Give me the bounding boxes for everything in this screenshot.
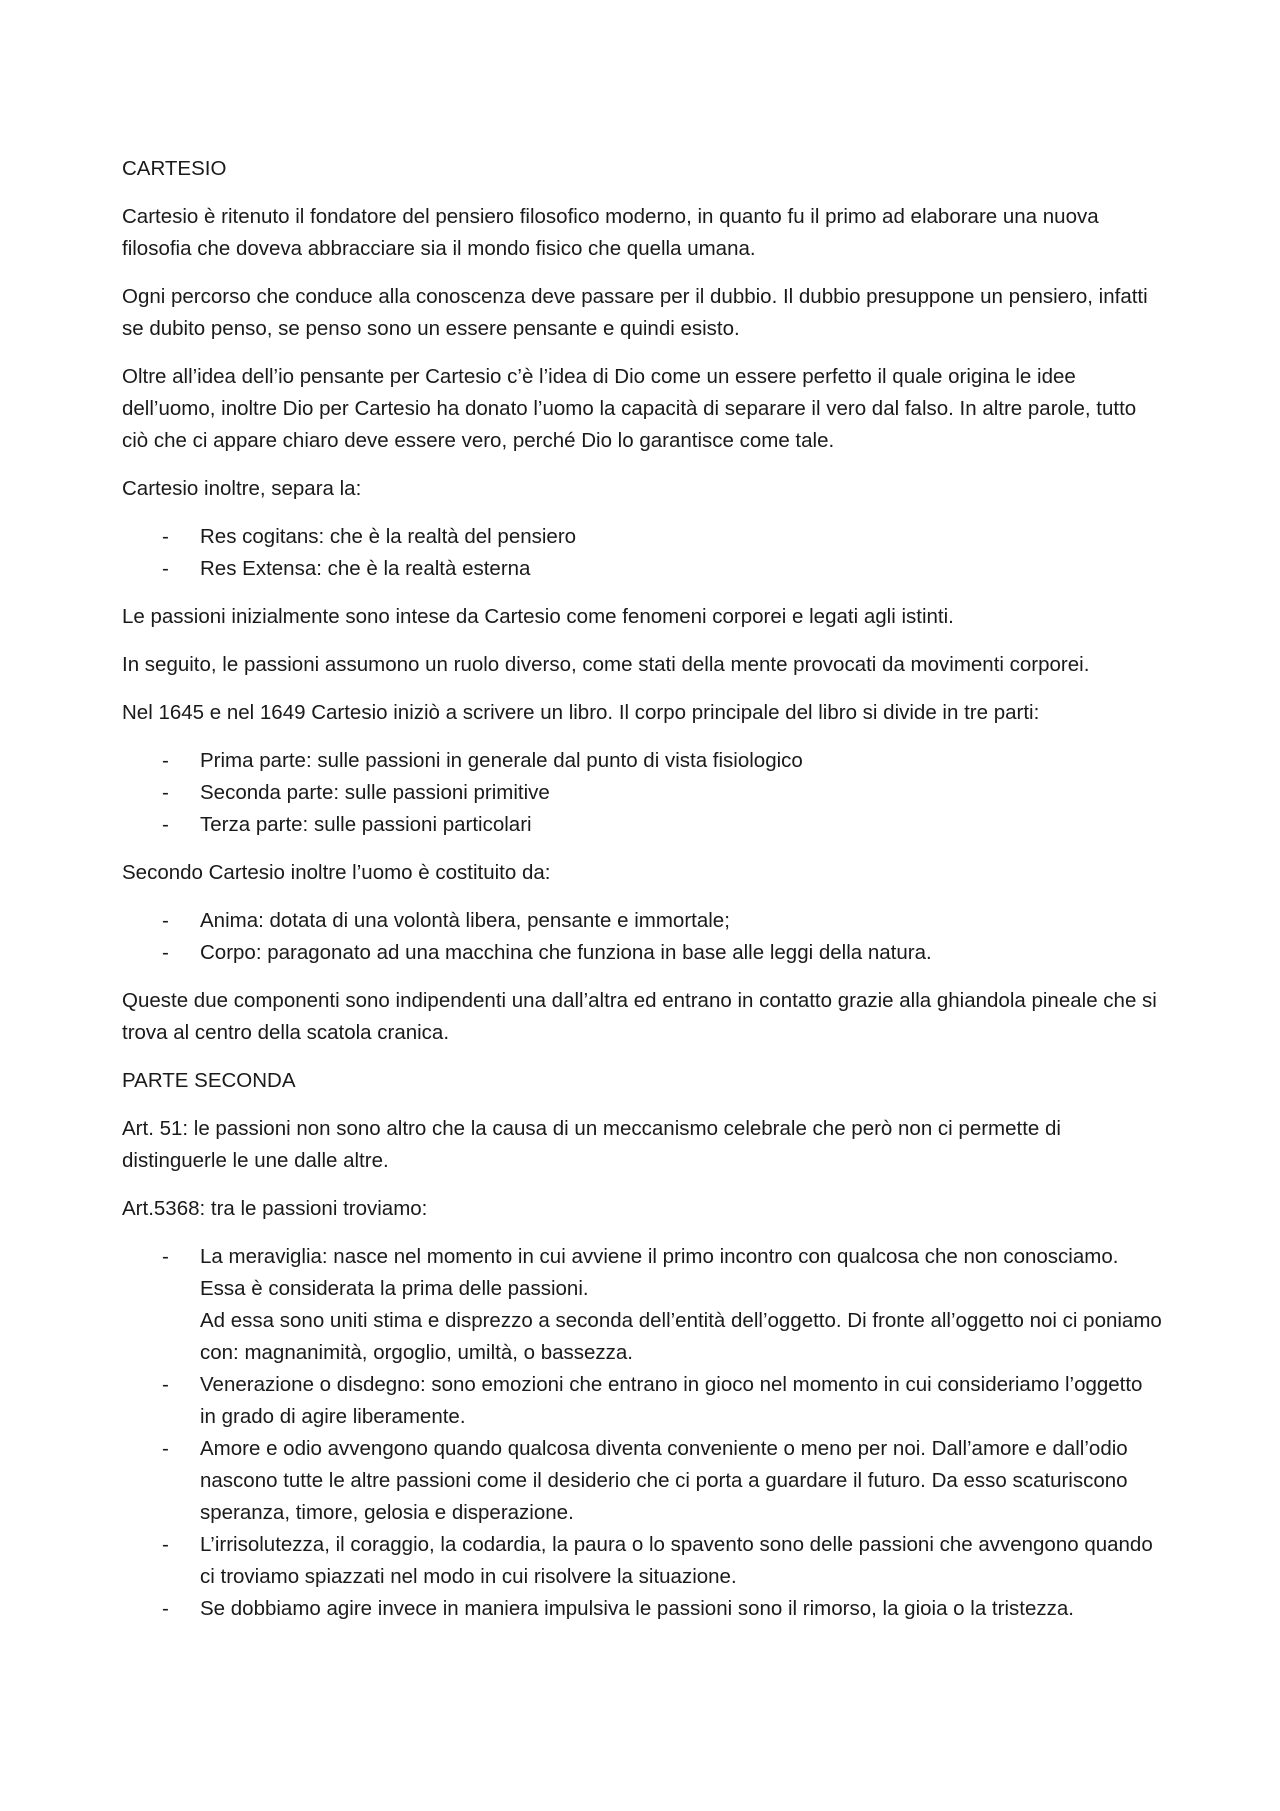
dash-bullet: - [162,557,169,580]
dash-bullet: - [162,941,169,964]
list-item [122,777,1162,809]
list-item [122,905,1162,937]
paragraph: Nel 1645 e nel 1649 Cartesio iniziò a scrivere un libro. Il corpo principale del libro si divide in tre parti: [122,701,1040,724]
list-item-text: Res Extensa: che è la realtà esterna [200,557,531,580]
list-item [122,937,1162,969]
section-title: PARTE SECONDA [122,1069,296,1092]
list-item [122,809,1162,841]
dash-bullet: - [162,749,169,772]
dash-bullet: - [162,1373,169,1396]
list-item-text: Venerazione o disdegno: sono emozioni che entrano in gioco nel momento in cui consideriamo l’oggetto in grado di agire liberamente. [200,1373,1143,1428]
list-item-text: Ad essa sono uniti stima e disprezzo a seconda dell’entità dell’oggetto. Di fronte all’oggetto noi ci poniamo con: magnanimità, orgoglio, umiltà, o bassezza. [200,1309,1162,1364]
paragraph: Secondo Cartesio inoltre l’uomo è costituito da: [122,861,551,884]
list-item [122,521,1162,553]
parts-list [122,745,1162,841]
dash-bullet: - [162,813,169,836]
paragraph: Art. 51: le passioni non sono altro che la causa di un meccanismo celebrale che però non ci permette di distinguerle le une dalle altre. [122,1117,1061,1172]
paragraph: Oltre all’idea dell’io pensante per Cartesio c’è l’idea di Dio come un essere perfetto il quale origina le idee dell’uomo, inoltre Dio per Cartesio ha donato l’uomo la capacità di separare il vero dal falso. In altre parole, tutto ciò che ci appare chiaro deve essere vero, perché Dio lo garantisce come tale. [122,365,1137,452]
paragraph: Queste due componenti sono indipendenti una dall’altra ed entrano in contatto grazie alla ghiandola pineale che si trova al centro della scatola cranica. [122,989,1157,1044]
paragraph: In seguito, le passioni assumono un ruolo diverso, come stati della mente provocati da movimenti corporei. [122,653,1090,676]
list-item [122,745,1162,777]
dash-bullet: - [162,781,169,804]
list-item [122,553,1162,585]
list-item-text: Terza parte: sulle passioni particolari [200,813,532,836]
list-item-text: Amore e odio avvengono quando qualcosa diventa conveniente o meno per noi. Dall’amore e dall’odio nascono tutte le altre passioni come il desiderio che ci porta a guardare il futuro. Da esso scaturiscono speranza, timore, gelosia e disperazione. [200,1437,1128,1524]
dash-bullet: - [162,1437,169,1460]
list-item [122,1529,1162,1593]
dash-bullet: - [162,1597,169,1620]
paragraph: Le passioni inizialmente sono intese da Cartesio come fenomeni corporei e legati agli istinti. [122,605,954,628]
paragraph: Cartesio è ritenuto il fondatore del pensiero filosofico moderno, in quanto fu il primo ad elaborare una nuova filosofia che doveva abbracciare sia il mondo fisico che quella umana. [122,205,1099,260]
list-item-text: L’irrisolutezza, il coraggio, la codardia, la paura o lo spavento sono delle passioni che avvengono quando ci troviamo spiazzati nel modo in cui risolvere la situazione. [200,1533,1153,1588]
list-item-text: Corpo: paragonato ad una macchina che funziona in base alle leggi della natura. [200,941,932,964]
list-item [122,1369,1162,1433]
dash-bullet: - [162,525,169,548]
paragraph: Ogni percorso che conduce alla conoscenza deve passare per il dubbio. Il dubbio presuppone un pensiero, infatti se dubito penso, se penso sono un essere pensante e quindi esisto. [122,285,1148,340]
list-item-text: La meraviglia: nasce nel momento in cui avviene il primo incontro con qualcosa che non conosciamo. Essa è considerata la prima delle passioni. [200,1245,1119,1300]
uomo-list [122,905,1162,969]
list-item-text: Seconda parte: sulle passioni primitive [200,781,550,804]
list-item [122,1433,1162,1529]
res-list [122,521,1162,585]
dash-bullet: - [162,1533,169,1556]
list-item-text: Se dobbiamo agire invece in maniera impulsiva le passioni sono il rimorso, la gioia o la tristezza. [200,1597,1074,1620]
passioni-list [122,1241,1162,1625]
dash-bullet: - [162,1245,169,1268]
list-item [122,1241,1162,1369]
list-item [122,1593,1162,1625]
dash-bullet: - [162,909,169,932]
list-item-text: Res cogitans: che è la realtà del pensiero [200,525,577,548]
list-item-text: Anima: dotata di una volontà libera, pensante e immortale; [200,909,730,932]
document-body [122,153,1162,1641]
document-title: CARTESIO [122,157,227,180]
paragraph: Art.5368: tra le passioni troviamo: [122,1197,428,1220]
list-item-text: Prima parte: sulle passioni in generale dal punto di vista fisiologico [200,749,803,772]
paragraph: Cartesio inoltre, separa la: [122,477,362,500]
